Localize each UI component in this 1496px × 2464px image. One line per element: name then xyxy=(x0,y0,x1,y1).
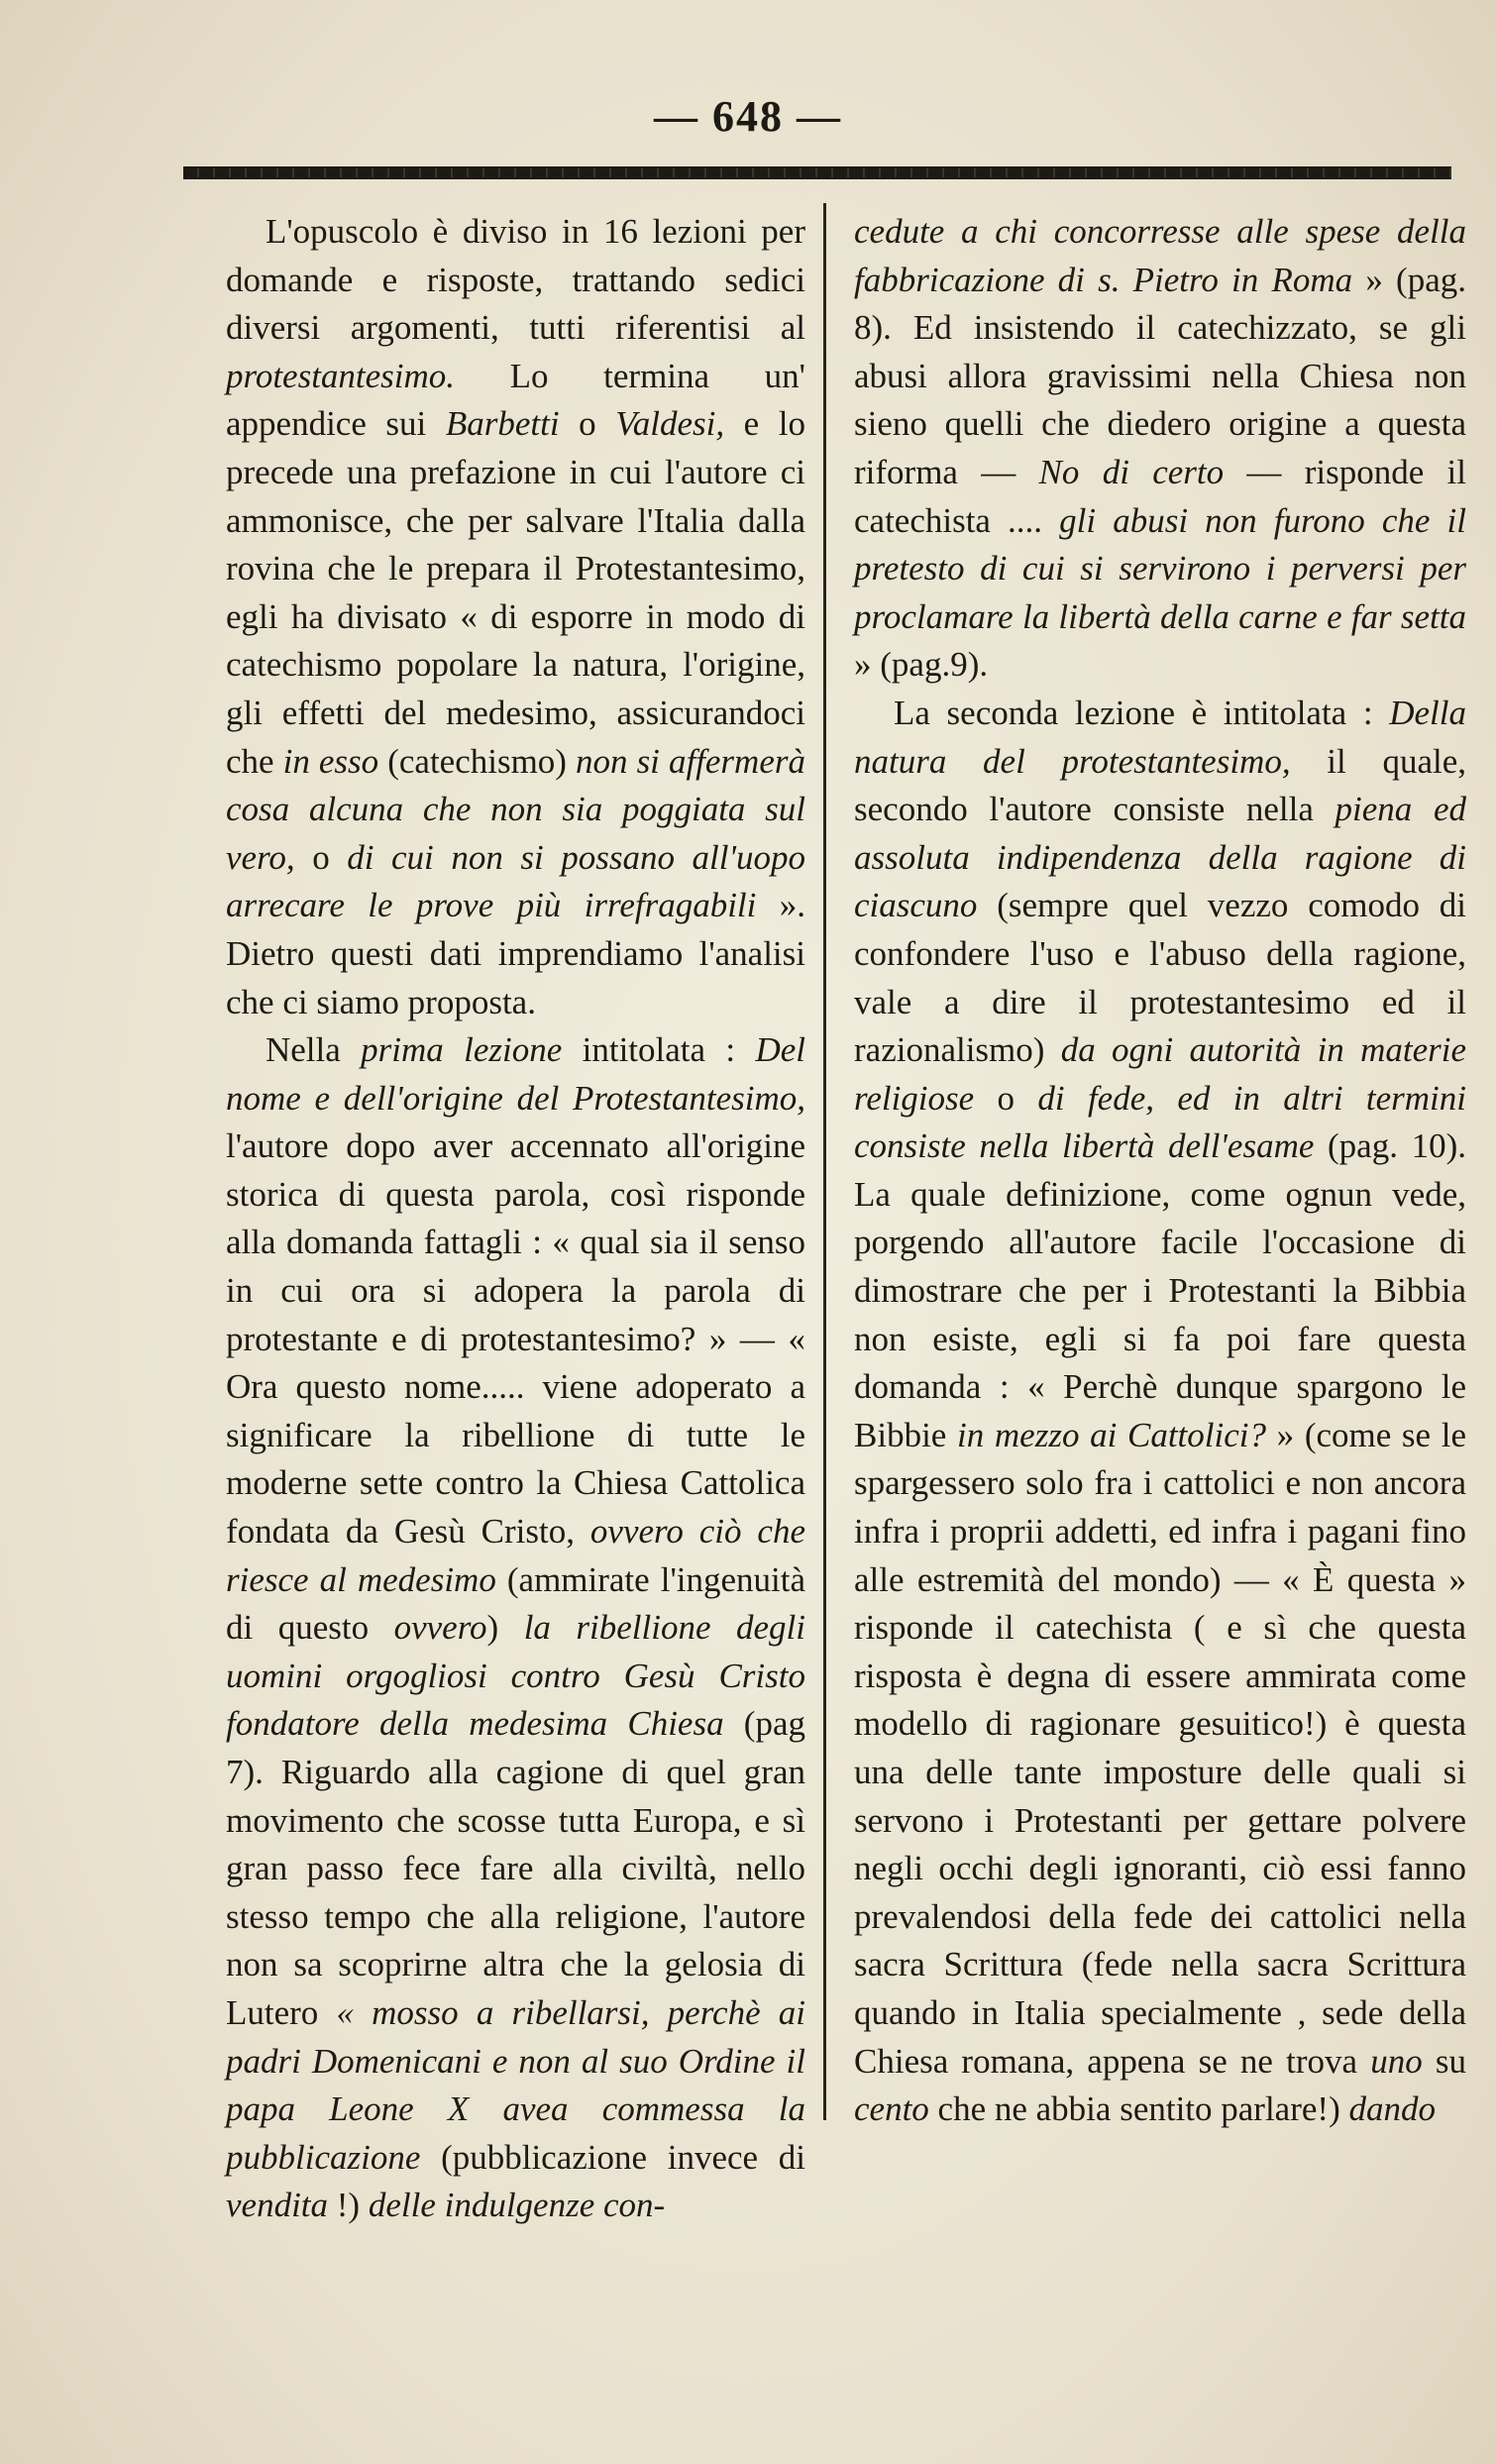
right-text-column xyxy=(854,208,1466,2134)
italic-text: cedute a chi concorresse alle spese della fabbricazione di s. Pietro in Roma xyxy=(854,212,1466,299)
page-number: — 648 — xyxy=(654,92,842,141)
text-run: e lo precede una prefazione in cui l'autore ci ammonisce, che per salvare l'Italia dalla rovina che le prepara il Protestantesimo, egli ha divisato « di esporre in modo di catechismo popolare la natura, l'origine, gli effetti del medesimo, assicurandoci che xyxy=(226,404,805,781)
italic-text: ovvero ciò che riesce al medesimo xyxy=(226,1512,805,1599)
italic-text: « mosso a ribellarsi, perchè ai padri Domenicani e non al suo Ordine il papa Leone X avea commessa la pubblicazione xyxy=(226,1992,805,2177)
italic-text: cento xyxy=(854,2089,929,2129)
italic-text: No di certo xyxy=(1038,452,1225,491)
text-run: su xyxy=(1422,2041,1466,2081)
italic-text: non si affermerà cosa alcuna che non sia poggiata sul vero, xyxy=(226,741,805,877)
text-run: ». Dietro questi dati imprendiamo l'analisi che ci siamo proposta. xyxy=(226,886,805,1021)
paragraph xyxy=(854,690,1466,2134)
italic-text: protestantesimo. xyxy=(226,356,456,395)
text-run: La seconda lezione è intitolata : xyxy=(894,693,1390,732)
left-text-column xyxy=(226,208,805,2230)
text-run: » (pag. 8). Ed insistendo il catechizzato, se gli abusi allora gravissimi nella Chiesa non sieno quelli che diedero origine a questa riforma — xyxy=(854,260,1466,491)
italic-text: piena ed assoluta indipendenza della ragione di ciascuno xyxy=(854,790,1466,925)
italic-text: in mezzo ai Cattolici? xyxy=(957,1415,1266,1454)
italic-text: di cui non si possano all'uopo arrecare le prove più irrefragabili xyxy=(226,837,805,925)
text-run: » (come se le spargessero solo fra i cattolici e non ancora infra i proprii addetti, ed infra i pagani fino alle estremità del mondo) — « È questa » risponde il catechista ( e sì che questa risposta è degna di essere ammirata come modello di ragionare gesuitico!) è questa una delle tante imposture delle quali si servono i Protestanti per gettare polvere negli occhi degli ignoranti, ciò essi fanno prevalendosi della fede dei cattolici nella sacra Scrittura (fede nella sacra Scrittura quando in Italia specialmente , sede della Chiesa romana, appena se ne trova xyxy=(854,1415,1467,2081)
italic-text: Valdesi, xyxy=(615,404,725,444)
text-run: Lo termina un' appendice sui xyxy=(226,356,805,444)
text-run: !) xyxy=(328,2186,369,2225)
italic-text: dando xyxy=(1348,2089,1436,2129)
italic-text: uno xyxy=(1370,2041,1423,2081)
text-run: (sempre quel vezzo comodo di confondere l'uso e l'abuso della ragione, vale a dire il protestantesimo ed il razionalismo) xyxy=(854,886,1466,1070)
italic-text: Della natura del protestantesimo, xyxy=(854,693,1466,781)
text-run: intitolata : xyxy=(562,1030,756,1070)
text-run: » (pag.9). xyxy=(854,645,989,685)
text-run: — risponde il catechista .... xyxy=(854,452,1466,540)
italic-text: delle indulgenze con- xyxy=(368,2186,666,2225)
text-run: (pag. 10). La quale definizione, come ognun vede, porgendo all'autore facile l'occasione di dimostrare che per i Protestanti la Bibbia non esiste, egli si fa poi fare questa domanda : « Perchè dunque spargono le Bibbie xyxy=(854,1126,1466,1454)
text-run: (pubblicazione invece di xyxy=(420,2137,805,2177)
italic-text: la ribellione degli uomini orgogliosi contro Gesù Cristo fondatore della medesima Chiesa xyxy=(226,1608,805,1744)
italic-text: da ogni autorità in materie religiose xyxy=(854,1030,1466,1118)
header-rule xyxy=(183,166,1451,179)
italic-text: ovvero xyxy=(393,1608,487,1648)
text-run: (ammirate l'ingenuità di questo xyxy=(226,1559,805,1648)
paragraph xyxy=(226,1026,805,2230)
text-run: Nella xyxy=(266,1030,362,1070)
column-divider xyxy=(823,203,826,2120)
italic-text: Barbetti xyxy=(445,404,560,444)
italic-text: di fede, ed in altri termini consiste nella libertà dell'esame xyxy=(854,1078,1466,1166)
italic-text: Del nome e dell'origine del Protestantesimo, xyxy=(226,1030,806,1118)
italic-text: gli abusi non furono che il pretesto di cui si servirono i perversi per proclamare la libertà della carne e far setta xyxy=(854,500,1467,636)
italic-text: in esso xyxy=(282,741,379,781)
text-run: il quale, secondo l'autore consiste nella xyxy=(854,741,1466,829)
italic-text: prima lezione xyxy=(361,1030,563,1070)
text-run: che ne abbia sentito parlare!) xyxy=(928,2089,1349,2129)
italic-text: vendita xyxy=(226,2186,329,2225)
paragraph xyxy=(226,208,805,1026)
text-run: (catechismo) xyxy=(378,741,577,781)
text-run: L'opuscolo è diviso in 16 lezioni per domande e risposte, trattando sedici diversi argomenti, tutti riferentisi al xyxy=(226,212,805,348)
text-run: l'autore dopo aver accennato all'origine storica di questa parola, così risponde alla domanda fattagli : « qual sia il senso in cui ora si adopera la parola di protestante e di protestantesimo? » — « Ora questo nome..... viene adoperato a significare la ribellione di tutte le moderne sette contro la Chiesa Cattolica fondata da Gesù Cristo, xyxy=(226,1126,805,1552)
text-run: ) xyxy=(486,1608,524,1648)
text-run: o xyxy=(294,837,348,877)
text-run: o xyxy=(559,404,616,444)
text-run: o xyxy=(974,1078,1038,1118)
text-run: (pag 7). Riguardo alla cagione di quel gran movimento che scosse tutta Europa, e sì gran passo fece fare alla civiltà, nello stesso tempo che alla religione, l'autore non sa scoprirne altra che la gelosia di Lutero xyxy=(226,1704,805,2032)
paragraph xyxy=(854,208,1466,690)
